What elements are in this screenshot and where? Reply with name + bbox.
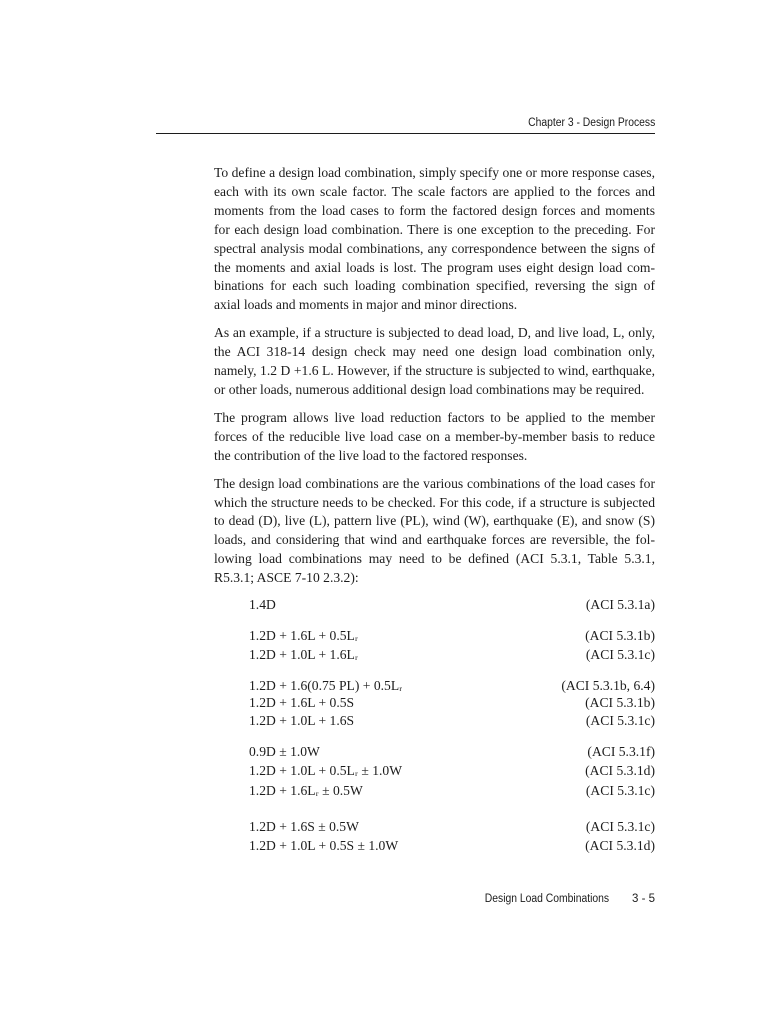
footer-section-title: Design Load Combinations <box>484 893 609 905</box>
paragraph: The program allows live load reduction factors to be applied to the member forces of the reducible live load case on a member-by-member basis to reduce the contribution of the live load to the factored responses. <box>214 409 655 463</box>
combination-row <box>249 762 655 780</box>
combination-row <box>249 646 655 664</box>
combination-formula: 1.4D <box>249 597 276 612</box>
combination-row <box>249 712 655 730</box>
paragraph: To define a design load combination, simply specify one or more response cases, each with its own scale factor. The scale factors are applied to the forces and moments from the load cases to form the factored design forces and moments for each design load combination. There is one exception to the preceding. For spectral analysis modal combinations, any correspondence between the signs of the moments and axial loads is lost. The program uses eight design load combinations for each such loading combination specified, reversing the sign of axial loads and moments in major and minor directions. <box>214 165 655 313</box>
combination-reference: (ACI 5.3.1c) <box>585 713 655 728</box>
combination-row <box>249 677 655 695</box>
header-divider <box>156 133 655 134</box>
combination-formula: 1.2D + 1.0L + 0.5Lᵣ ± 1.0W <box>249 763 403 778</box>
combination-reference: (ACI 5.3.1c) <box>585 819 655 834</box>
combination-reference: (ACI 5.3.1d) <box>585 763 655 778</box>
combination-reference: (ACI 5.3.1a) <box>585 597 655 612</box>
combination-reference: (ACI 5.3.1b) <box>585 628 655 643</box>
paragraph: As an example, if a structure is subjected to dead load, D, and live load, L, only, the ACI 318-14 design check may need one design load combination only, namely, 1.2 D +1.6 L. However, if the structure is subjected to wind, earthquake, or other loads, numerous additional design load combinations may be required. <box>214 325 655 397</box>
combination-reference: (ACI 5.3.1d) <box>585 838 655 853</box>
combination-row <box>249 837 655 855</box>
page-number: 3 - 5 <box>631 893 655 905</box>
combination-row <box>249 596 655 614</box>
combination-formula: 1.2D + 1.6S ± 0.5W <box>249 819 359 834</box>
combination-reference: (ACI 5.3.1b, 6.4) <box>561 678 655 693</box>
paragraph: The design load combinations are the various combinations of the load cases for which the structure needs to be checked. For this code, if a structure is subjected to dead (D), live (L), pattern live (PL), wind (W), earthquake (E), and snow (S) loads, and considering that wind and earthquake forces are reversible, the following load combinations may need to be defined (ACI 5.3.1, Table 5.3.1, R5.3.1; ASCE 7-10 2.3.2): <box>214 475 655 586</box>
combination-formula: 1.2D + 1.6L + 0.5S <box>249 695 355 710</box>
combination-formula: 1.2D + 1.6Lᵣ ± 0.5W <box>249 783 363 798</box>
combination-formula: 1.2D + 1.6L + 0.5Lᵣ <box>249 628 358 643</box>
combination-row <box>249 627 655 645</box>
combination-row <box>249 818 655 836</box>
combination-reference: (ACI 5.3.1c) <box>585 647 655 662</box>
combination-reference: (ACI 5.3.1f) <box>587 744 655 759</box>
combination-formula: 0.9D ± 1.0W <box>249 744 320 759</box>
combination-formula: 1.2D + 1.6(0.75 PL) + 0.5Lᵣ <box>249 678 403 693</box>
combination-reference: (ACI 5.3.1b) <box>585 695 655 710</box>
chapter-header: Chapter 3 - Design Process <box>527 117 655 129</box>
combination-formula: 1.2D + 1.0L + 1.6S <box>249 713 355 728</box>
body-text <box>214 164 655 597</box>
combination-formula: 1.2D + 1.0L + 0.5S ± 1.0W <box>249 838 399 853</box>
combination-reference: (ACI 5.3.1c) <box>585 783 655 798</box>
combination-row <box>249 694 655 712</box>
combination-row <box>249 743 655 761</box>
combination-row <box>249 782 655 800</box>
combination-formula: 1.2D + 1.0L + 1.6Lᵣ <box>249 647 358 662</box>
